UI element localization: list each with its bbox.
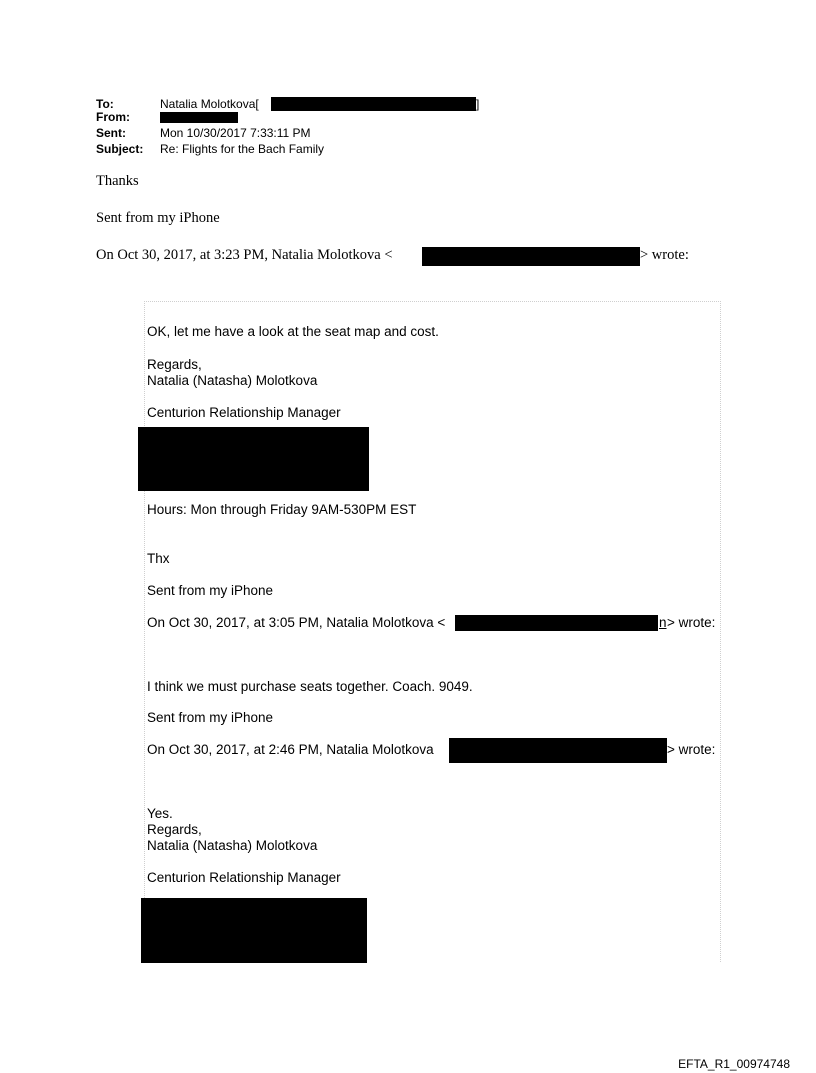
redaction-intro3-email xyxy=(449,738,667,763)
from-label: From: xyxy=(96,110,130,124)
quoted-intro2-fragment: n xyxy=(659,615,667,630)
quoted-intro3-prefix: On Oct 30, 2017, at 2:46 PM, Natalia Molotkova xyxy=(147,742,434,757)
redaction-intro-email xyxy=(422,247,640,266)
sent-from-text: Sent from my iPhone xyxy=(96,210,220,226)
to-value: Natalia Molotkova[ xyxy=(160,97,259,111)
quoted-intro2-prefix: On Oct 30, 2017, at 3:05 PM, Natalia Molotkova < xyxy=(147,615,446,630)
quote-intro-prefix: On Oct 30, 2017, at 3:23 PM, Natalia Molotkova < xyxy=(96,247,393,263)
document-id: EFTA_R1_00974748 xyxy=(678,1057,790,1071)
quoted-sent-from2: Sent from my iPhone xyxy=(147,583,274,598)
quoted-yes: Yes. xyxy=(147,806,173,821)
redaction-signature2 xyxy=(141,898,367,963)
quoted-msg2: I think we must purchase seats together. Coach. 9049. xyxy=(147,679,473,694)
subject-value: Re: Flights for the Bach Family xyxy=(160,142,325,156)
redaction-intro2-email xyxy=(455,615,658,631)
quoted-title2: Centurion Relationship Manager xyxy=(147,870,341,885)
quoted-title1: Centurion Relationship Manager xyxy=(147,405,341,420)
redaction-from xyxy=(160,112,238,123)
quoted-regards2: Regards, xyxy=(147,822,202,837)
to-close-bracket: ] xyxy=(476,97,480,111)
quote-intro-suffix: > wrote: xyxy=(640,247,689,263)
quoted-msg1: OK, let me have a look at the seat map and cost. xyxy=(147,324,439,339)
redaction-to-email xyxy=(271,97,476,111)
redaction-signature1 xyxy=(138,427,369,491)
sent-value: Mon 10/30/2017 7:33:11 PM xyxy=(160,126,311,140)
quoted-intro2-suffix: > wrote: xyxy=(667,615,716,630)
quoted-regards1: Regards, xyxy=(147,357,202,372)
to-label: To: xyxy=(96,97,114,111)
quoted-message-box xyxy=(144,301,721,962)
quoted-name1: Natalia (Natasha) Molotkova xyxy=(147,373,318,388)
quoted-intro3-suffix: > wrote: xyxy=(667,742,716,757)
quoted-sent-from3: Sent from my iPhone xyxy=(147,710,274,725)
quoted-name2: Natalia (Natasha) Molotkova xyxy=(147,838,318,853)
quoted-hours: Hours: Mon through Friday 9AM-530PM EST xyxy=(147,502,417,517)
quoted-thx: Thx xyxy=(147,551,170,566)
sent-label: Sent: xyxy=(96,126,126,140)
subject-label: Subject: xyxy=(96,142,144,156)
thanks-text: Thanks xyxy=(96,173,139,189)
